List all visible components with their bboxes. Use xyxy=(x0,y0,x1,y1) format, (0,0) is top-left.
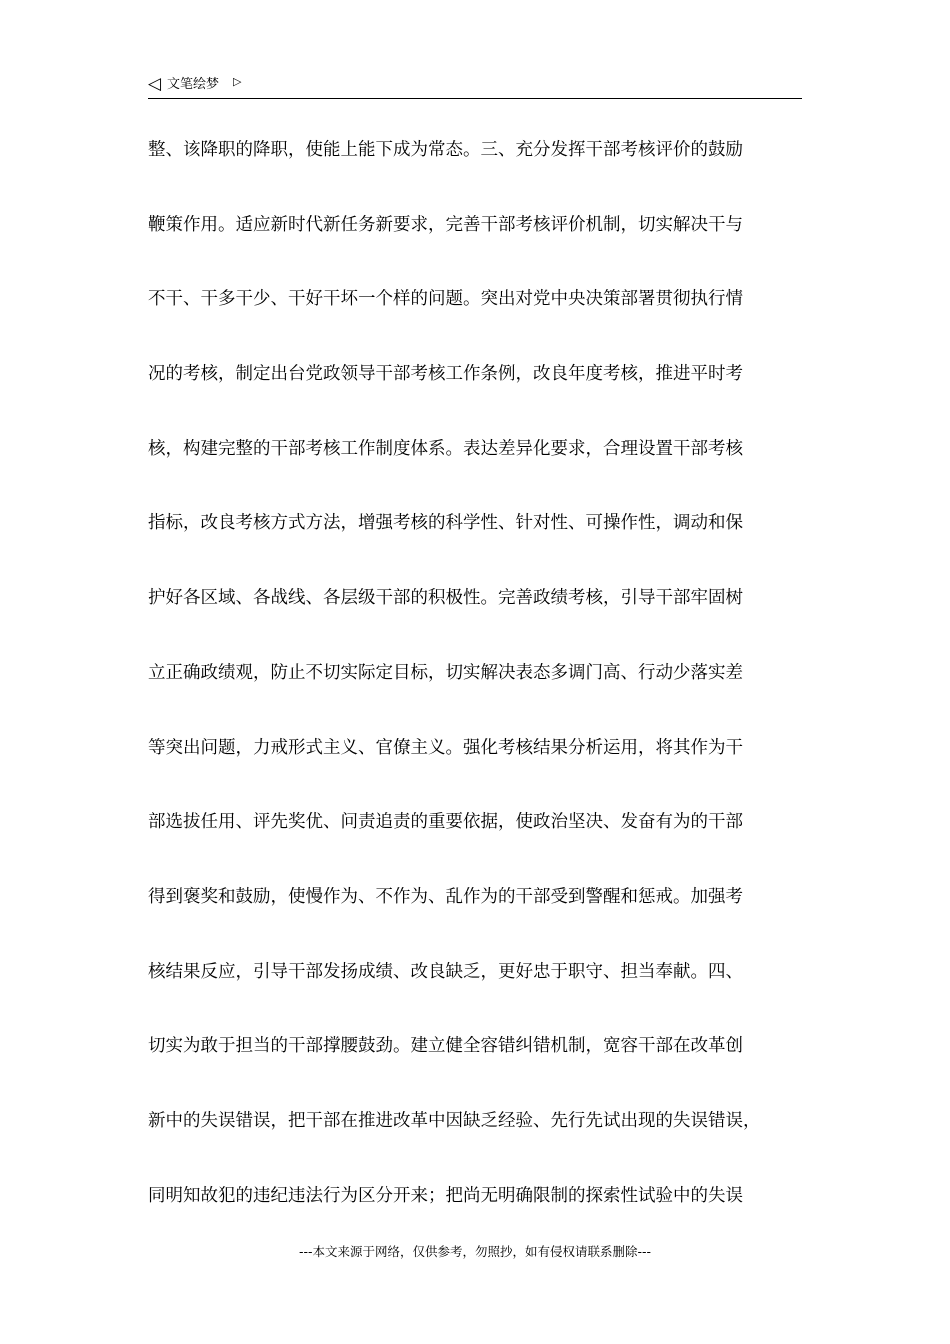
left-triangle-icon: ◁ xyxy=(148,74,162,94)
text-line: 指标，改良考核方式方法，增强考核的科学性、针对性、可操作性，调动和保 xyxy=(148,513,743,534)
text-line: 等突出问题，力戒形式主义、官僚主义。强化考核结果分析运用，将其作为干 xyxy=(148,737,743,758)
document-body xyxy=(148,132,828,1252)
text-line: 整、该降职的降职，使能上能下成为常态。三、充分发挥干部考核评价的鼓励 xyxy=(148,140,743,160)
text-line: 切实为敢于担当的干部撑腰鼓劲。建立健全容错纠错机制，宽容干部在改革创 xyxy=(148,1036,743,1057)
header-title: 文笔绘梦 xyxy=(167,77,220,92)
text-line: 得到褒奖和鼓励，使慢作为、不作为、乱作为的干部受到警醒和惩戒。加强考 xyxy=(148,886,743,907)
text-line: 同明知故犯的违纪违法行为区分开来；把尚无明确限制的探索性试验中的失误 xyxy=(148,1185,743,1206)
right-triangle-icon: ▷ xyxy=(233,75,242,88)
text-line: 立正确政绩观，防止不切实际定目标，切实解决表态多调门高、行动少落实差 xyxy=(148,662,743,683)
text-line: 况的考核，制定出台党政领导干部考核工作条例，改良年度考核，推进平时考 xyxy=(148,364,743,385)
page-header xyxy=(148,74,802,99)
text-line: 鞭策作用。适应新时代新任务新要求，完善干部考核评价机制，切实解决干与 xyxy=(148,214,743,235)
text-line: 新中的失误错误，把干部在推进改革中因缺乏经验、先行先试出现的失误错误， xyxy=(148,1110,761,1131)
text-line: 部选拔任用、评先奖优、问责追责的重要依据，使政治坚决、发奋有为的干部 xyxy=(148,812,743,833)
footer-disclaimer: ---本文来源于网络，仅供参考，勿照抄，如有侵权请联系删除--- xyxy=(298,1244,652,1259)
text-line: 核，构建完整的干部考核工作制度体系。表达差异化要求，合理设置干部考核 xyxy=(148,438,743,459)
text-line: 核结果反应，引导干部发扬成绩、改良缺乏，更好忠于职守、担当奉献。四、 xyxy=(148,961,743,982)
text-line: 不干、干多干少、干好干坏一个样的问题。突出对党中央决策部署贯彻执行情 xyxy=(148,289,743,310)
text-line: 护好各区域、各战线、各层级干部的积极性。完善政绩考核，引导干部牢固树 xyxy=(148,588,743,609)
